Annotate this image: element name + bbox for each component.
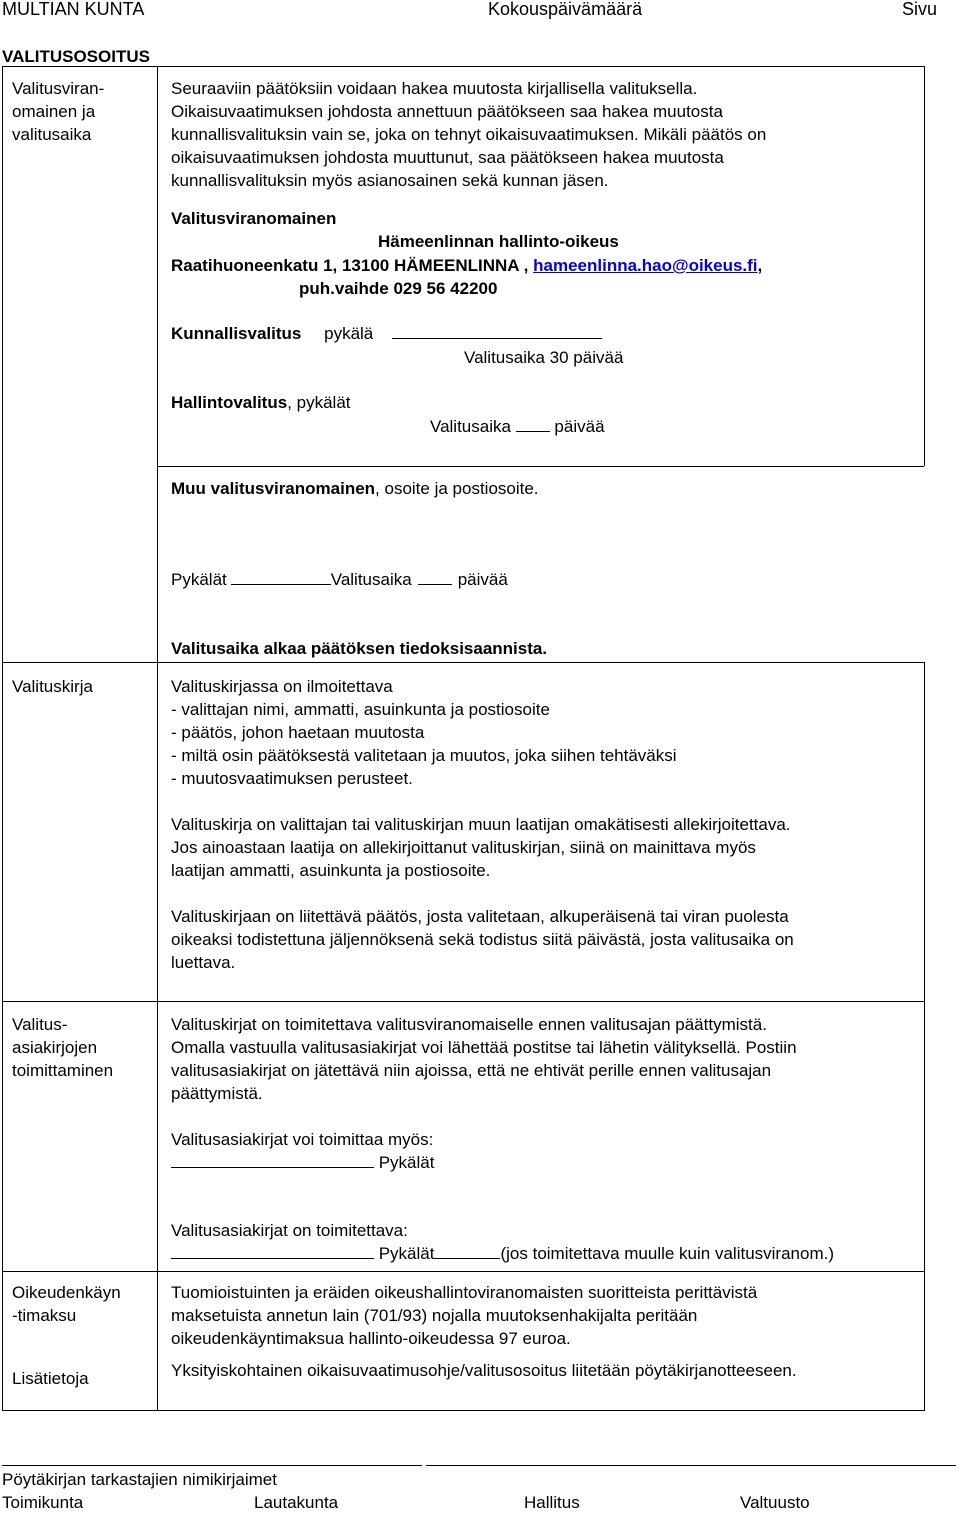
fee-line: oikeudenkäyntimaksua hallinto-oikeudessa 97 euroa.: [171, 1329, 571, 1348]
municipal-appeal-section: pykälä: [324, 324, 374, 343]
meeting-date-label: Kokouspäivämäärä: [488, 0, 643, 19]
section-label-line: -timaksu: [12, 1306, 77, 1325]
list-line: Valituskirjassa on ilmoitettava: [171, 677, 393, 696]
other-sections-label: Pykälät: [171, 570, 227, 589]
municipality-name: MULTIAN KUNTA: [2, 0, 145, 19]
section-label-line: Valitusviran-: [12, 79, 105, 98]
body-toimikunta: Toimikunta: [2, 1493, 84, 1512]
must-delivery-blank-2: [434, 1242, 500, 1259]
delivery-line: Valituskirjat on toimitettava valitusviranomaiselle ennen valitusajan päättymistä.: [171, 1015, 767, 1034]
court-phone: puh.vaihde 029 56 42200: [299, 279, 498, 298]
fee-line: maksetuista annetun lain (701/93) nojalla muutoksenhakijalta peritään: [171, 1306, 698, 1325]
attachment-line: oikeaksi todistettuna jäljennöksenä sekä todistus siitä päivästä, josta valitusaika on: [171, 930, 794, 949]
list-line: - päätös, johon haetaan muutosta: [171, 723, 425, 742]
document-title: VALITUSOSOITUS: [2, 47, 150, 66]
intro-line: oikaisuvaatimuksen johdosta muuttunut, saa päätökseen hakea muutosta: [171, 148, 724, 167]
other-authority-rest: , osoite ja postiosoite.: [375, 479, 539, 498]
also-delivery-blank: [171, 1151, 374, 1168]
also-delivery-sections: Pykälät: [374, 1153, 435, 1172]
municipal-section-blank: [392, 322, 602, 339]
court-email-link[interactable]: hameenlinna.hao@oikeus.fi: [533, 256, 758, 275]
other-authority-bold: Muu: [171, 479, 211, 498]
other-days-blank: [418, 568, 452, 585]
signature-line: Valituskirja on valittajan tai valituskirjan muun laatijan omakätisesti allekirjoitettava.: [171, 815, 791, 834]
court-name: Hämeenlinnan hallinto-oikeus: [378, 232, 619, 251]
other-authority: [171, 477, 539, 500]
list-line: - valittajan nimi, ammatti, asuinkunta ja postiosoite: [171, 700, 550, 719]
section-label-line: valitusaika: [12, 125, 92, 144]
admin-days-blank: [516, 415, 550, 432]
body-hallitus: Hallitus: [524, 1493, 580, 1512]
intro-line: kunnallisvalituksin vain se, joka on tehnyt oikaisuvaatimuksen. Mikäli päätös on: [171, 125, 767, 144]
must-delivery-sections: Pykälät: [374, 1244, 435, 1263]
admin-period-suffix: päivää: [554, 417, 605, 436]
court-address: [171, 254, 762, 277]
admin-appeal-period: [430, 415, 605, 438]
intro-line: Oikaisuvaatimuksen johdosta annettuun päätökseen saa hakea muutosta: [171, 102, 723, 121]
other-authority-bold: valitusviranomainen: [210, 479, 376, 498]
also-delivery-label: Valitusasiakirjat voi toimittaa myös:: [171, 1130, 434, 1149]
delivery-line: päättymistä.: [171, 1084, 263, 1103]
section-label-line: Oikeudenkäyn: [12, 1283, 121, 1302]
footer-rule: [426, 1465, 956, 1466]
signature-line: Jos ainoastaan laatija on allekirjoittanut valituskirjan, siinä on mainittava myös: [171, 838, 756, 857]
page-label: Sivu: [902, 0, 938, 19]
admin-appeal-row: [171, 391, 351, 414]
court-street-address: Raatihuoneenkatu 1, 13100 HÄMEENLINNA ,: [171, 256, 534, 275]
delivery-line: Omalla vastuulla valitusasiakirjat voi lähettää postitse tai lähetin välityksellä. Postiin: [171, 1038, 797, 1057]
address-comma: ,: [757, 256, 763, 275]
section-label: Valituskirja: [12, 677, 93, 696]
period-start-note: Valitusaika alkaa päätöksen tiedoksisaannista.: [171, 639, 548, 658]
must-delivery-blank: [171, 1242, 374, 1259]
attachment-line: luettava.: [171, 953, 236, 972]
body-lautakunta: Lautakunta: [254, 1493, 339, 1512]
section-label-line: toimittaminen: [12, 1061, 114, 1080]
must-delivery-row: [171, 1242, 834, 1265]
list-line: - miltä osin päätöksestä valitetaan ja muutos, joka siihen tehtäväksi: [171, 746, 677, 765]
inspectors-initials-label: Pöytäkirjan tarkastajien nimikirjaimet: [2, 1470, 277, 1489]
municipal-appeal-period: Valitusaika 30 päivää: [464, 348, 624, 367]
must-delivery-label: Valitusasiakirjat on toimitettava:: [171, 1221, 408, 1240]
delivery-line: valitusasiakirjat on jätettävä niin ajoissa, että ne ehtivät perille ennen valitusajan: [171, 1061, 772, 1080]
attachment-line: Valituskirjaan on liitettävä päätös, josta valitetaan, alkuperäisenä tai viran puolesta: [171, 907, 789, 926]
info-text: Yksityiskohtainen oikaisuvaatimusohje/valitusosoitus liitetään pöytäkirjanotteeseen.: [171, 1361, 797, 1380]
body-valtuusto: Valtuusto: [740, 1493, 810, 1512]
municipal-appeal-label: Kunnallisvalitus: [171, 324, 302, 343]
footer-rule: [2, 1465, 422, 1466]
section-label-line: asiakirjojen: [12, 1038, 98, 1057]
municipal-appeal-row: [171, 322, 602, 345]
must-delivery-note: (jos toimitettava muulle kuin valitusviranom.): [500, 1244, 834, 1263]
intro-line: Seuraaviin päätöksiin voidaan hakea muutosta kirjallisella valituksella.: [171, 79, 698, 98]
other-period-suffix: päivää: [457, 570, 508, 589]
admin-appeal-label: Hallintovalitus: [171, 393, 288, 412]
admin-period-prefix: Valitusaika: [430, 417, 511, 436]
admin-appeal-sections: , pykälät: [287, 393, 351, 412]
other-sections-row: [171, 568, 508, 591]
info-label: Lisätietoja: [12, 1369, 89, 1388]
fee-line: Tuomioistuinten ja eräiden oikeushallintoviranomaisten suoritteista perittävistä: [171, 1283, 758, 1302]
section-label-line: omainen ja: [12, 102, 96, 121]
list-line: - muutosvaatimuksen perusteet.: [171, 769, 413, 788]
other-sections-blank: [231, 568, 331, 585]
section-label-line: Valitus-: [12, 1015, 68, 1034]
intro-line: kunnallisvalituksin myös asianosainen sekä kunnan jäsen.: [171, 171, 609, 190]
other-period-prefix: Valitusaika: [330, 570, 412, 589]
also-delivery-row: [171, 1151, 434, 1174]
authority-heading: Valitusviranomainen: [171, 209, 337, 228]
signature-line: laatijan ammatti, asuinkunta ja postiosoite.: [171, 861, 491, 880]
